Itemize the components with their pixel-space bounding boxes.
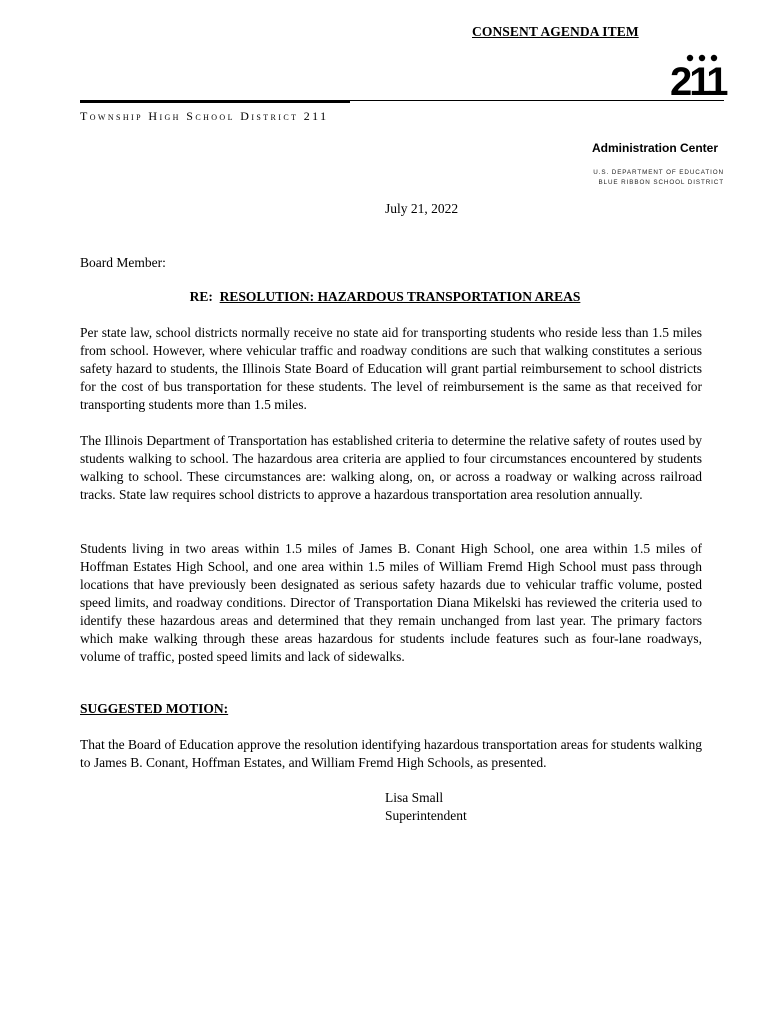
re-subject: RESOLUTION: HAZARDOUS TRANSPORTATION AREAS xyxy=(219,289,581,304)
paragraph-hazard-areas: Students living in two areas within 1.5 miles of James B. Conant High School, one area within 1.5 miles of Hoffman Estates High School, and one area within 1.5 miles of William Fremd High School must pass through locations that have previously been designated as serious safety hazards due to vehicular traffic volume, posted speed limits, and roadway conditions. Director of Transportation Diana Mikelski has reviewed the criteria used to identify these hazardous areas and determined that they remain unchanged from last year. The primary factors which make walking through these areas hazardous for students include features such as four-lane roadways, volume of traffic, posted speed limits and lack of sidewalks. xyxy=(80,541,702,664)
administration-center-label: Administration Center xyxy=(592,141,719,155)
award-line-2: BLUE RIBBON SCHOOL DISTRICT xyxy=(598,179,724,186)
suggested-motion-heading: SUGGESTED MOTION: xyxy=(80,701,229,716)
salutation: Board Member: xyxy=(80,255,166,270)
award-line-1: U.S. DEPARTMENT OF EDUCATION xyxy=(593,169,724,176)
suggested-motion-text: That the Board of Education approve the resolution identifying hazardous transportation areas for students walking to James B. Conant, Hoffman Estates, and William Fremd High Schools, as presented. xyxy=(80,737,702,770)
blue-ribbon-award xyxy=(593,168,724,188)
signer-name: Lisa Small xyxy=(385,790,444,805)
re-line xyxy=(0,289,770,305)
consent-agenda-label: CONSENT AGENDA ITEM xyxy=(472,24,639,39)
letter-date: July 21, 2022 xyxy=(385,201,459,216)
district-name: Township High School District 211 xyxy=(80,109,329,123)
paragraph-idot-criteria: The Illinois Department of Transportation has established criteria to determine the relative safety of routes used by students walking to school. The hazardous area criteria are applied to four circumstances encountered by students walking to school. These circumstances are: walking along, on, or across a roadway or walking across railroad tracks. State law requires school districts to approve a hazardous transportation area resolution annually. xyxy=(80,433,702,502)
svg-text:211: 211 xyxy=(670,60,726,98)
signer-title: Superintendent xyxy=(385,808,467,823)
district-211-logo xyxy=(668,52,728,98)
header-rule-accent xyxy=(80,100,350,103)
re-prefix: RE: xyxy=(189,289,213,304)
paragraph-state-aid: Per state law, school districts normally receive no state aid for transporting students who reside less than 1.5 miles from school. However, where vehicular traffic and roadway conditions are such that walking constitutes a serious safety hazard to students, the Illinois State Board of Education will grant partial reimbursement to school districts for the cost of bus transportation for these students. The level of reimbursement is the same as that received for transporting students more than 1.5 miles. xyxy=(80,325,702,412)
